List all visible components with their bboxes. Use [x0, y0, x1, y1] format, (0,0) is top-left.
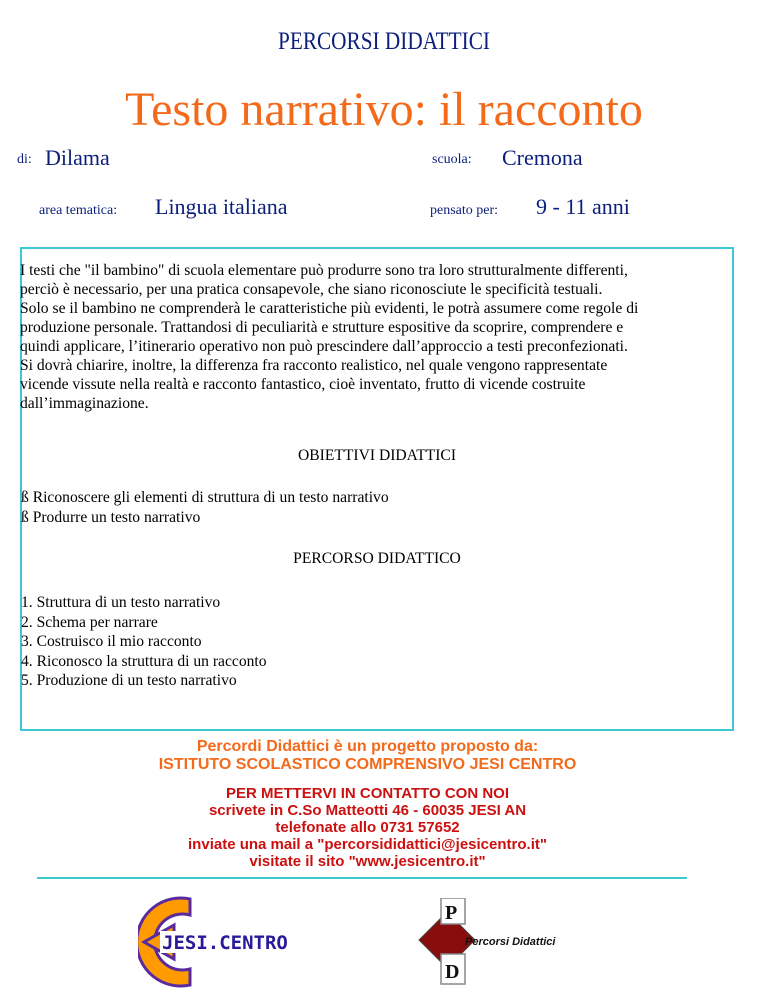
- project-line: Percordi Didattici è un progetto proposto da:: [196, 738, 539, 755]
- logo-text: JESI.CENTRO: [162, 932, 288, 954]
- contact-email[interactable]: inviate una mail a "percorsididattici@jesicentro.it": [188, 836, 547, 853]
- list-item: 4. Riconosco la struttura di un racconto: [21, 652, 267, 670]
- header-label: PERCORSI DIDATTICI: [278, 28, 490, 55]
- logo-d-letter: D: [445, 961, 460, 983]
- jesi-centro-logo: [138, 895, 308, 990]
- contact-block: [0, 785, 735, 870]
- target-value: 9 - 11 anni: [536, 194, 630, 219]
- list-item: 2. Schema per narrare: [21, 613, 158, 631]
- percorsi-didattici-logo: [405, 898, 605, 988]
- contact-address: scrivete in C.So Matteotti 46 - 60035 JESI AN: [208, 802, 527, 819]
- intro-text: [20, 261, 732, 413]
- divider: [37, 877, 687, 879]
- school-label: scuola:: [432, 152, 472, 167]
- intro-line: vicende vissute nella realtà e racconto fantastico, cioè inventato, frutto di vicende costruite: [20, 376, 586, 393]
- intro-line: I testi che "il bambino" di scuola elementare può produrre sono tra loro strutturalmente differenti,: [20, 262, 628, 279]
- page-title: Testo narrativo: il racconto: [125, 83, 643, 136]
- list-item: ß Riconoscere gli elementi di struttura di un testo narrativo: [21, 489, 389, 506]
- intro-line: perciò è necessario, per una pratica consapevole, che siano riconosciute le specificità testuali.: [20, 281, 603, 298]
- school-name: ISTITUTO SCOLASTICO COMPRENSIVO JESI CENTRO: [158, 756, 577, 773]
- path-heading: PERCORSO DIDATTICO: [293, 550, 461, 567]
- list-item: 1. Struttura di un testo narrativo: [21, 594, 221, 611]
- objectives-heading: OBIETTIVI DIDATTICI: [297, 447, 457, 464]
- logo-text: Percorsi Didattici: [465, 936, 556, 948]
- author-label: di:: [17, 152, 32, 167]
- intro-line: dall’immaginazione.: [20, 395, 149, 412]
- target-label: pensato per:: [430, 203, 499, 218]
- area-value: Lingua italiana: [155, 194, 288, 219]
- intro-line: Solo se il bambino ne comprenderà le caratteristiche più evidenti, le potrà assumere come regole di: [20, 300, 639, 317]
- path-list: [21, 593, 267, 691]
- list-item: ß Produrre un testo narrativo: [21, 508, 201, 526]
- list-item: 3. Costruisco il mio racconto: [21, 633, 202, 650]
- contact-heading: PER METTERVI IN CONTATTO CON NOI: [225, 785, 510, 802]
- logo-p-letter: P: [445, 902, 458, 924]
- contact-phone: telefonate allo 0731 57652: [275, 819, 460, 836]
- intro-line: Si dovrà chiarire, inoltre, la differenza fra racconto realistico, nel quale vengono rappresentate: [20, 357, 608, 374]
- project-credit: [0, 738, 735, 774]
- list-item: 5. Produzione di un testo narrativo: [21, 672, 237, 689]
- area-label: area tematica:: [39, 203, 118, 218]
- objectives-list: [21, 488, 389, 527]
- school-value: Cremona: [502, 145, 583, 170]
- intro-line: quindi applicare, l’itinerario operativo non può prescindere dall’approccio a testi preconfezionati.: [20, 338, 628, 355]
- author-value: Dilama: [45, 145, 110, 170]
- contact-website[interactable]: visitate il sito "www.jesicentro.it": [249, 853, 486, 870]
- intro-line: produzione personale. Trattandosi di peculiarità e strutture espositive da scoprire, comprendere e: [20, 319, 624, 336]
